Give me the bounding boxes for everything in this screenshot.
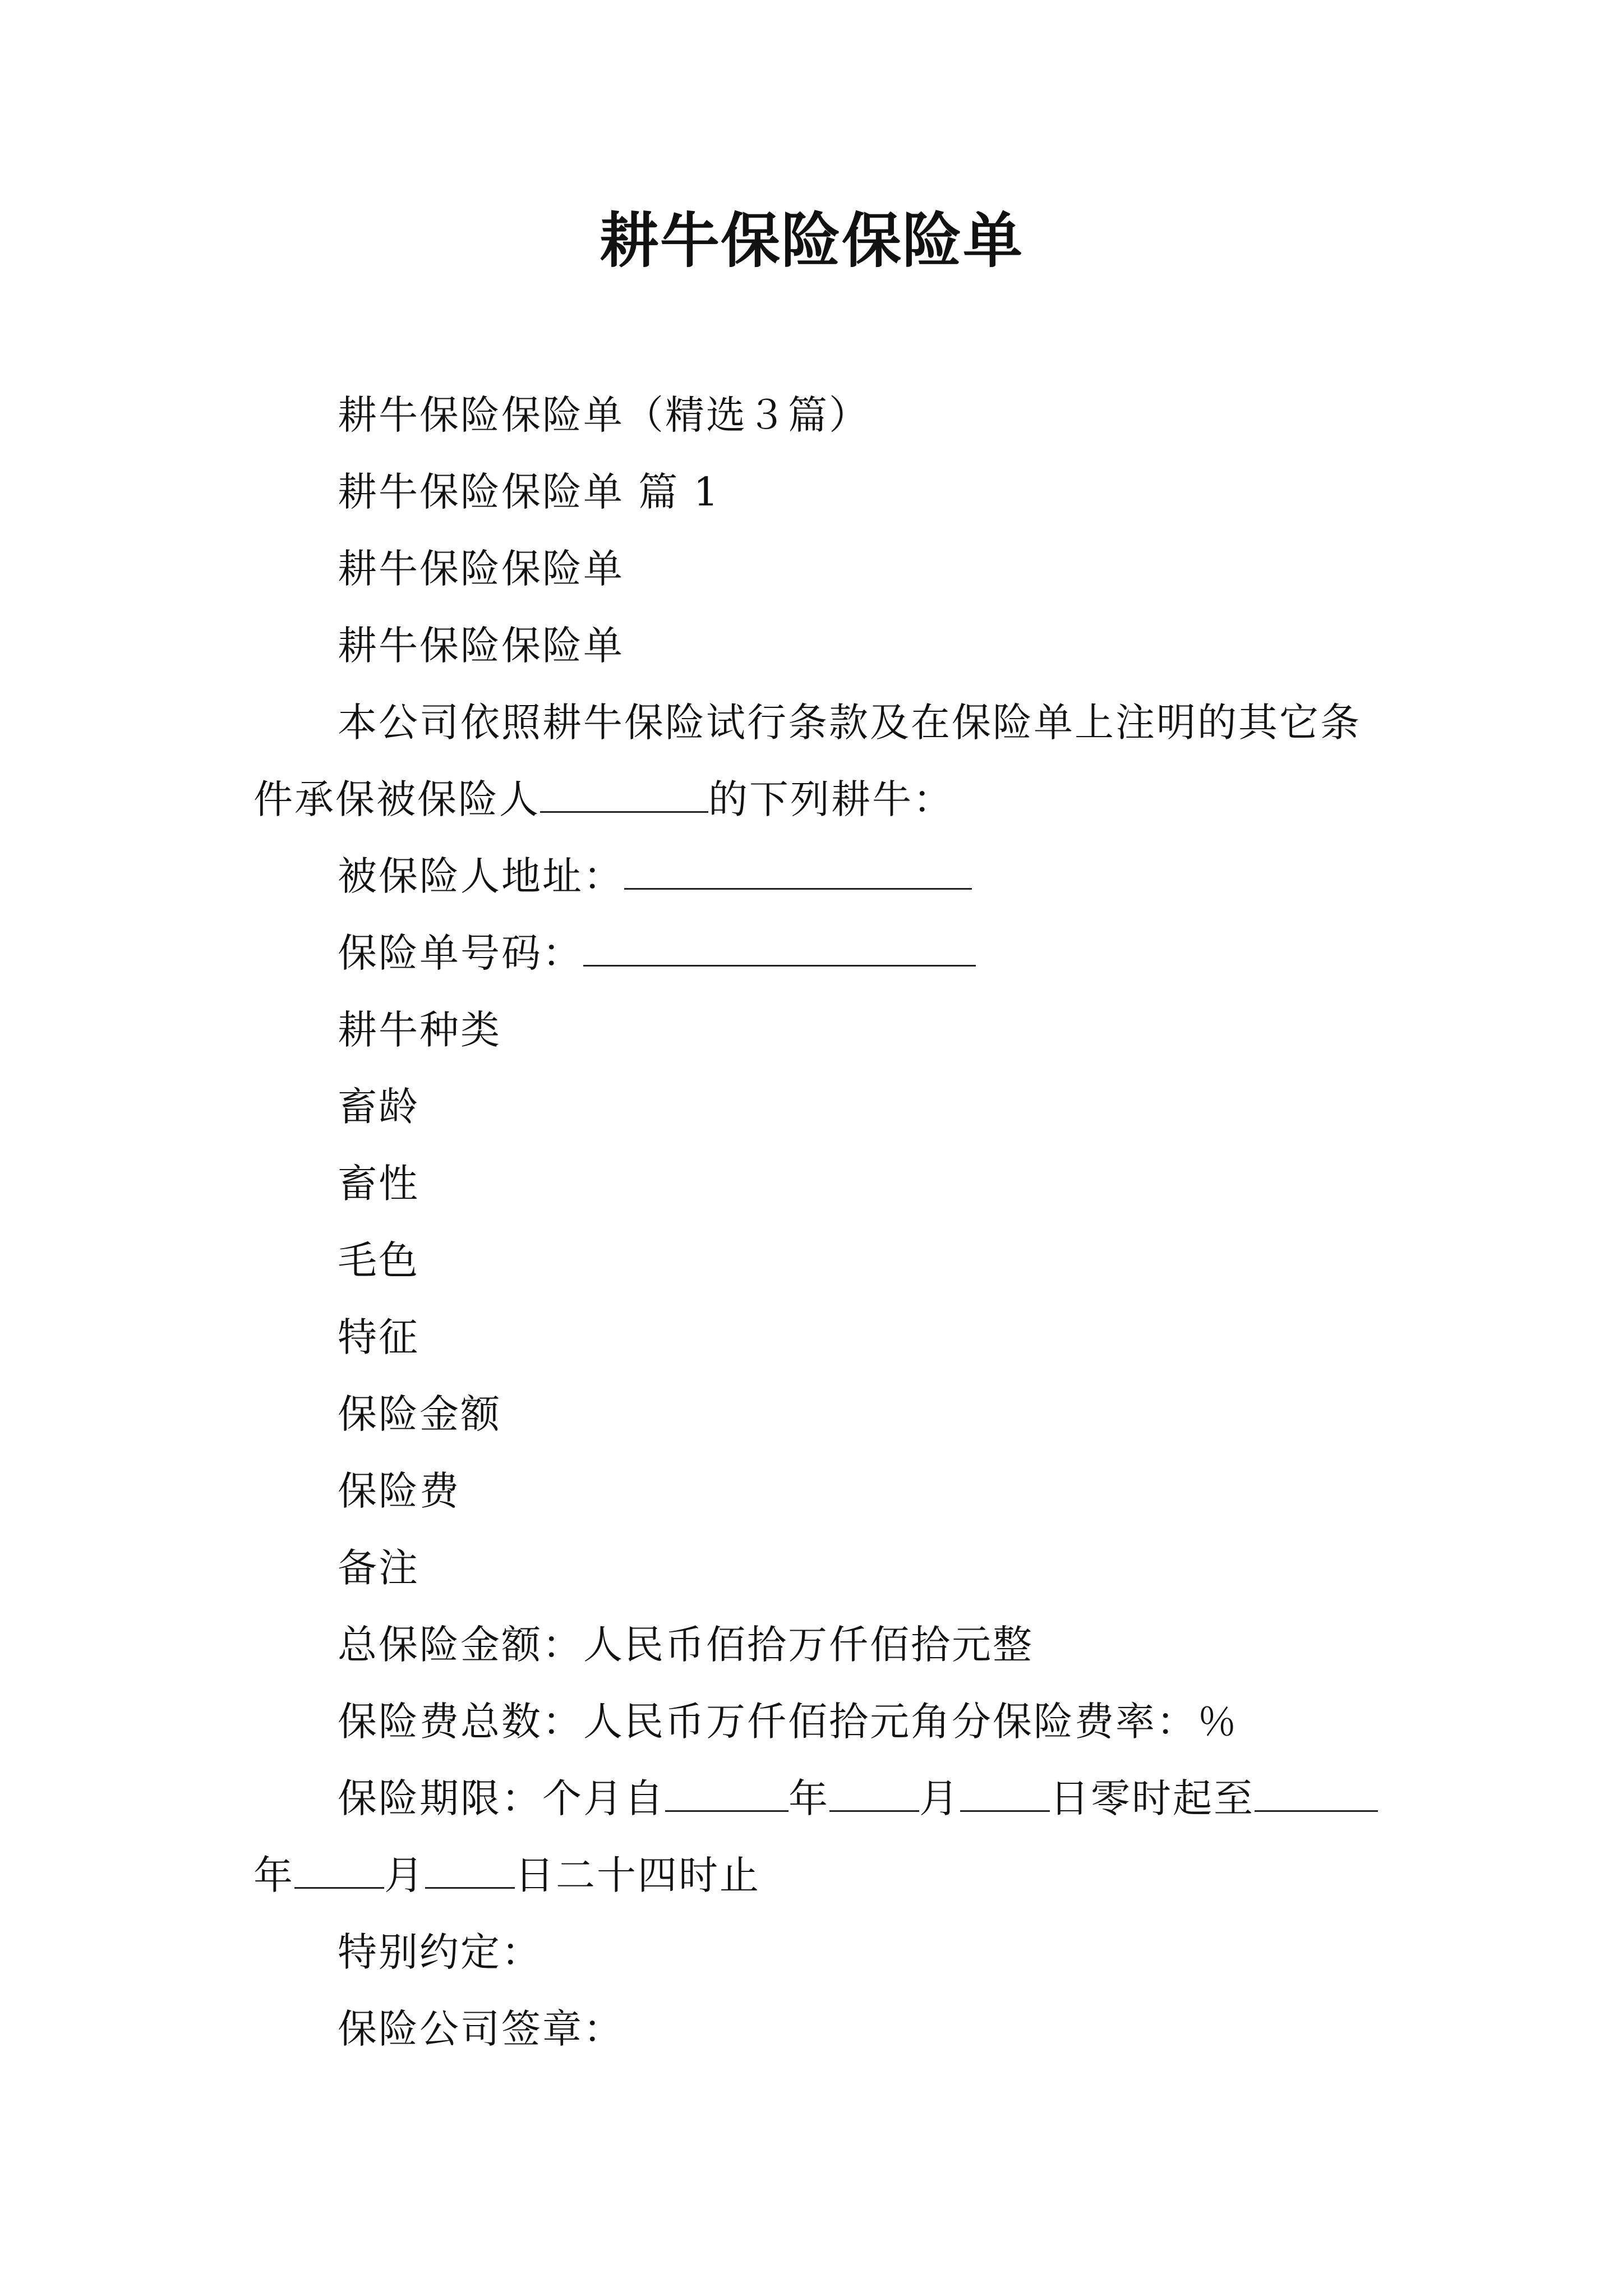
total-insured-amount-line: 总保险金额：人民币佰拾万仟佰拾元整 <box>338 1622 1034 1668</box>
intro-text-end: 的下列耕牛： <box>708 776 954 822</box>
address-line <box>253 838 1386 915</box>
intro-text: 本公司依照耕牛保险试行条款及在保险单上注明的其它条件承保被保险人 <box>253 700 1361 822</box>
field-label: 保险金额 <box>338 1391 501 1437</box>
field-label: 备注 <box>338 1545 419 1591</box>
field-label: 畜龄 <box>338 1084 419 1130</box>
start-day-blank <box>960 1775 1050 1812</box>
field-label: 畜性 <box>338 1161 419 1207</box>
start-year-blank <box>665 1775 789 1812</box>
field-label: 保险费 <box>338 1468 460 1514</box>
field-label: 特征 <box>338 1314 419 1360</box>
year-label: 年 <box>253 1852 294 1898</box>
month-label: 月 <box>384 1852 425 1898</box>
insured-name-blank <box>540 776 708 813</box>
month-label: 月 <box>919 1775 960 1821</box>
document-title: 耕牛保险保险单 <box>600 206 1023 275</box>
start-time-label: 日零时起至 <box>1050 1775 1255 1821</box>
policy-number-blank <box>583 930 976 967</box>
address-label: 被保险人地址： <box>338 853 624 899</box>
field-label: 毛色 <box>338 1237 419 1283</box>
subtitle-line: 耕牛保险保险单（精选３篇） <box>338 392 870 438</box>
total-premium-line: 保险费总数：人民币万仟佰拾元角分保险费率：％ <box>338 1699 1238 1745</box>
end-day-blank <box>425 1852 515 1889</box>
address-blank <box>624 853 972 890</box>
period-label: 保险期限：个月自 <box>338 1775 665 1821</box>
text-line: 耕牛保险保险单 <box>338 623 624 669</box>
end-month-blank <box>294 1852 384 1889</box>
section-heading: 耕牛保险保险单 篇 1 <box>338 469 721 515</box>
field-label: 耕牛种类 <box>338 1007 501 1053</box>
company-signature-line: 保险公司签章： <box>338 2006 624 2052</box>
year-label: 年 <box>789 1775 829 1821</box>
document-body <box>253 377 1386 2068</box>
policy-number-line <box>253 915 1386 992</box>
intro-paragraph <box>253 684 1386 838</box>
policy-number-label: 保险单号码： <box>338 930 583 976</box>
start-month-blank <box>829 1775 919 1812</box>
text-line: 耕牛保险保险单 <box>338 546 624 592</box>
insurance-period-paragraph <box>253 1760 1386 1914</box>
end-year-blank <box>1255 1775 1378 1812</box>
special-agreement-line: 特别约定： <box>338 1929 542 1975</box>
end-time-label: 日二十四时止 <box>515 1852 760 1898</box>
